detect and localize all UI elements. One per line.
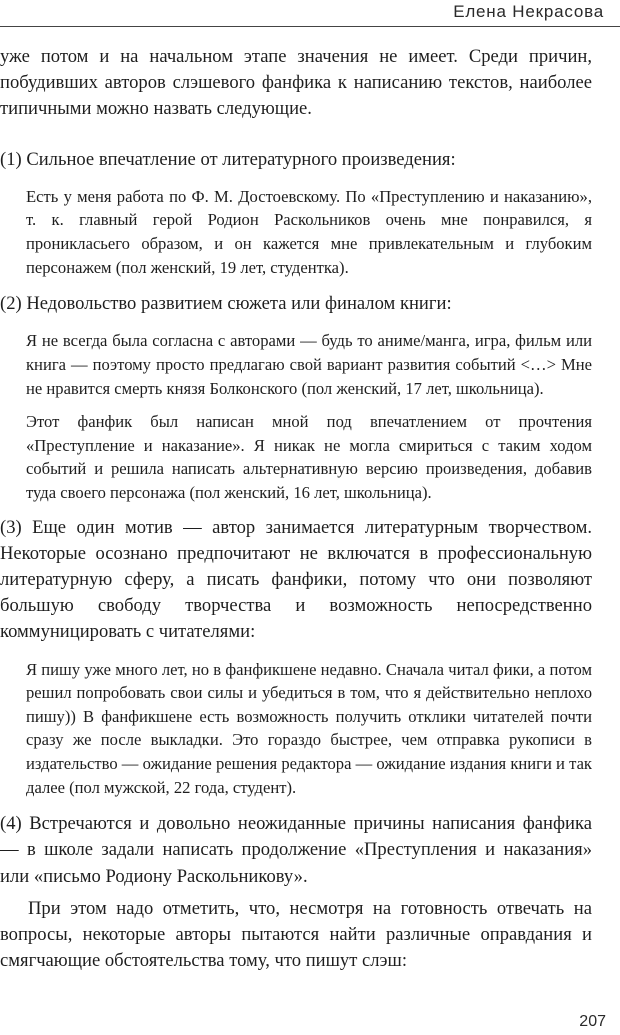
- header-author-name: Елена Некрасова: [453, 2, 604, 21]
- running-header: [0, 0, 620, 30]
- header-rule: [0, 26, 620, 27]
- closing-paragraph: При этом надо отметить, что, несмотря на готовность отвечать на вопросы, некоторые авторы пытаются найти различные оправдания и смягчающие обстоятельства тому, что пишут слэш:: [0, 897, 592, 972]
- intro-paragraph: уже потом и на начальном этапе значения не имеет. Среди причин, побудивших авторов слэшевого фанфика к написанию текстов, наиболее типичными можно назвать следующие.: [0, 46, 592, 120]
- quote-1: Есть у меня работа по Ф. М. Достоевскому. По «Преступлению и наказанию», т. к. главный герой Родион Раскольников очень мне понравился, я проникласьего образом, и он кажется мне привлекательным и глубоким персонажем (пол женский, 19 лет, студентка).: [26, 186, 592, 277]
- page-number: 207: [579, 1013, 606, 1030]
- quote-4: Я пишу уже много лет, но в фанфикшене недавно. Сначала читал фики, а потом решил попробовать свои силы и убедиться в том, что я действительно неплохо пишу)) В фанфикшене есть возможность получить отклики читателей почти сразу же после выкладки. Это гораздо быстрее, чем отправка рукописи в издательство — ожидание решения редактора — ожидание издания книги и так далее (пол мужской, 22 года, студент).: [26, 659, 592, 797]
- reason-1-heading: (1) Сильное впечатление от литературного произведения:: [0, 148, 456, 170]
- reason-4-paragraph: (4) Встречаются и довольно неожиданные причины написания фанфика — в школе задали написать продолжение «Преступления и наказания» или «письмо Родиону Раскольникову».: [0, 813, 592, 887]
- page-body: [0, 44, 592, 974]
- quote-2: Я не всегда была согласна с авторами — будь то аниме/манга, игра, фильм или книга — поэтому просто предлагаю свой вариант развития событий <…> Мне не нравится смерть князя Болконского (пол женский, 17 лет, школьница).: [26, 331, 592, 398]
- reason-2-heading: (2) Недовольство развитием сюжета или финалом книги:: [0, 293, 452, 315]
- quote-3: Этот фанфик был написан мной под впечатлением от прочтения «Преступление и наказание». Я никак не могла смириться с таким ходом событий и решила написать альтернативную версию произведения, добавив туда своего персонажа (пол женский, 16 лет, школьница).: [26, 412, 592, 502]
- reason-3-paragraph: (3) Еще один мотив — автор занимается литературным творчеством. Некоторые осознано предпочитают не включатся в профессиональную литературную сферу, а писать фанфики, потому что они позволяют большую свободу творчества и возможность непосредственно коммуницировать с читателями:: [0, 516, 592, 643]
